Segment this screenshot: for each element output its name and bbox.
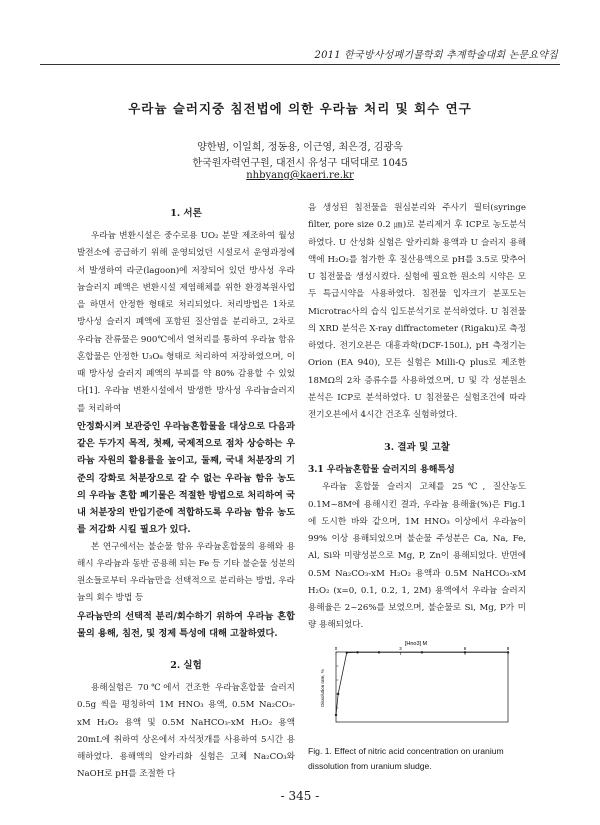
top-tick-label: 0 — [334, 646, 338, 651]
plot-frame — [336, 652, 508, 722]
data-point — [421, 651, 423, 653]
affiliation: 한국원자력연구원, 대전시 유성구 대덕대로 1045 — [192, 158, 408, 169]
experiment-paragraph: 용해실험은 70℃에서 건조한 우라늄혼합물 슬러지 0.5g 씩을 평칭하여 1M HNO₃ 용액, 0.5M Na₂CO₃-xM H₂O₂ 용액 및 0.5M NaHCO₃-xM H₂O₂ 용액 20mL에 취하여 상온에서 자석젓개를 사용하여 5시간 용해하였다. 용해액의 알카리화 실험은 고체 Na₂CO₃와 NaOH로 pH를 조절한 다 — [77, 683, 295, 780]
results-paragraph: 우라늄 혼합물 슬러지 고체를 25℃, 질산농도 0.1M~8M에 용해시킨 결과, 우라늄 용해율(%)은 Fig.1에 도시한 바와 같으며, 1M HNO₃ 이상에서 우라늄이 99% 이상 용해되었으며 불순물 주성분은 Ca, Na, Fe, Al, Si와 미량성분으로 Mg, P, Zn이 용해되었다. 반면에 0.5M Na₂CO₃-xM H₂O₂ 용액과 0.5M NaHCO₃-xM H₂O₂ (x=0, 0.1, 0.2, 1, 2M) 용액에서 우라늄 슬러지 용해율은 2~26%를 보였으며, 불순물로 Si, Mg, P가 미량 용해되었다. — [308, 482, 526, 631]
right-column — [308, 200, 526, 635]
data-point — [378, 651, 380, 653]
intro-bold-paragraph-2: 우라늄만의 선택적 분리/회수하기 위하여 우라늄 혼합물의 용해, 침전, 및 정제 특성에 대해 고찰하였다. — [77, 610, 295, 639]
results-heading: 3. 결과 및 고찰 — [384, 442, 450, 454]
data-point — [507, 651, 509, 653]
paper-title: 우라늄 슬러지중 침전법에 의한 우라늄 처리 및 회수 연구 — [128, 101, 472, 116]
top-tick-label: 3 — [399, 646, 402, 651]
figure-1-chart — [318, 638, 514, 733]
data-point — [356, 651, 358, 653]
y-axis-label: Dissolution rate, % — [320, 669, 325, 707]
intro-paragraph-2: 본 연구에서는 불순물 함유 우라늄혼합물의 용해와 용해시 우라늄과 동반 공용해 되는 Fe 등 기타 불순물 성분의 원소들로부터 우라늄만을 선택적으로 분리하는 방법, 우라늄의 회수 방법 등 — [77, 541, 295, 604]
proceedings-header: 2011 한국방사성폐기물학회 추계학술대회 논문요약집 — [314, 50, 558, 61]
series-line — [336, 652, 508, 715]
results-subheading: 3.1 우라늄혼합물 슬러지의 용해특성 — [308, 465, 455, 476]
data-point — [337, 693, 339, 695]
left-column — [77, 200, 295, 784]
figure-1-caption: Fig. 1. Effect of nitric acid concentration on uranium dissolution from uranium sludge. — [308, 746, 504, 771]
data-point — [335, 714, 337, 716]
intro-heading: 1. 서론 — [170, 208, 202, 219]
experiment-paragraph-cont: 음 생성된 침전물을 원심분리와 주사기 필터(syringe filter, pore size 0.2 ㎛)로 분리제거 후 ICP로 농도분석하였다. U 산성화 실험은 알카리화 용액과 U 슬러지 용해액에 H₂O₂를 첨가한 후 질산용액으로 pH를 3.5로 맞추어 U 침전물을 생성시켰다. 실험에 필요한 원소의 시약은 모두 특급시약을 사용하였다. 침전물 입자크기 분포도는 Microtrac사의 습식 입도분석기로 분석하였다. U 침전물의 XRD 분석은 X-ray diffractometer (Rigaku)로 측정하였다. 전기오븐은 대흥과학(DCF-150L), pH 측정기는 Orion (EA 940), 모든 실험은 Milli-Q plus로 제조한 18MΩ의 2차 증류수를 사용하였으며, U 및 각 성분원소 분석은 ICP로 분석하였다. U 침전물은 실험조건에 따라 전기오븐에서 4시간 건조후 실험하였다. — [308, 203, 526, 420]
series-layer — [335, 651, 509, 716]
intro-bold-paragraph: 안정화시켜 보관중인 우라늄혼합물을 대상으로 다음과 같은 두가지 목적, 첫째, 국제적으로 점차 상승하는 우라늄 자원의 활용률을 높이고, 둘째, 국내 처분장의 기준의 강화로 처분장으로 갈 수 없는 우라늄 함유 농도의 우라늄 혼합 폐기물은 적절한 방법으로 처리하여 국내 처분장의 반입기준에 적합하도록 우라늄 함유 농도를 저감화 시킬 필요가 있다. — [77, 420, 295, 536]
top-ticks — [335, 646, 510, 655]
page-number: - 345 - — [280, 789, 320, 803]
intro-paragraph: 우라늄 변환시설은 중수로용 UO₂ 분말 제조하여 월성발전소에 공급하기 위해 운영되었던 시설로서 운영과정에서 발생하여 라군(lagoon)에 저장되어 있던 방사성 우라늄슬러지 폐액은 변환시설 제염해체를 위한 환경복원사업을 하면서 안정한 형태로 처리되었다. 처리방법은 1차로 방사성 슬러지 폐액에 포함된 질산염을 분리하고, 2차로 우라늄 잔류물은 900℃에서 열처리를 통하여 우라늄 함유 혼합물은 안정한 U₃O₈ 형태로 처리하여 저장하였으며, 이때 방사성 슬러지 폐액의 부피를 약 80% 감용할 수 있었다[1]. 우라늄 변환시설에서 발생한 방사성 우라늄슬러지를 처리하여 — [77, 231, 295, 414]
header-rule — [40, 64, 560, 65]
experiment-heading: 2. 실험 — [170, 660, 202, 671]
authors: 양한범, 이일희, 정동용, 이근영, 최은경, 김광욱 — [197, 142, 403, 153]
top-tick-label: 6 — [463, 646, 467, 651]
data-point — [346, 652, 348, 654]
data-point — [464, 651, 466, 653]
author-email[interactable]: nhbyang@kaeri.re.kr — [246, 170, 354, 181]
top-tick-label: 8 — [506, 646, 510, 651]
top-axis-label: [Hno3] M — [404, 641, 428, 647]
